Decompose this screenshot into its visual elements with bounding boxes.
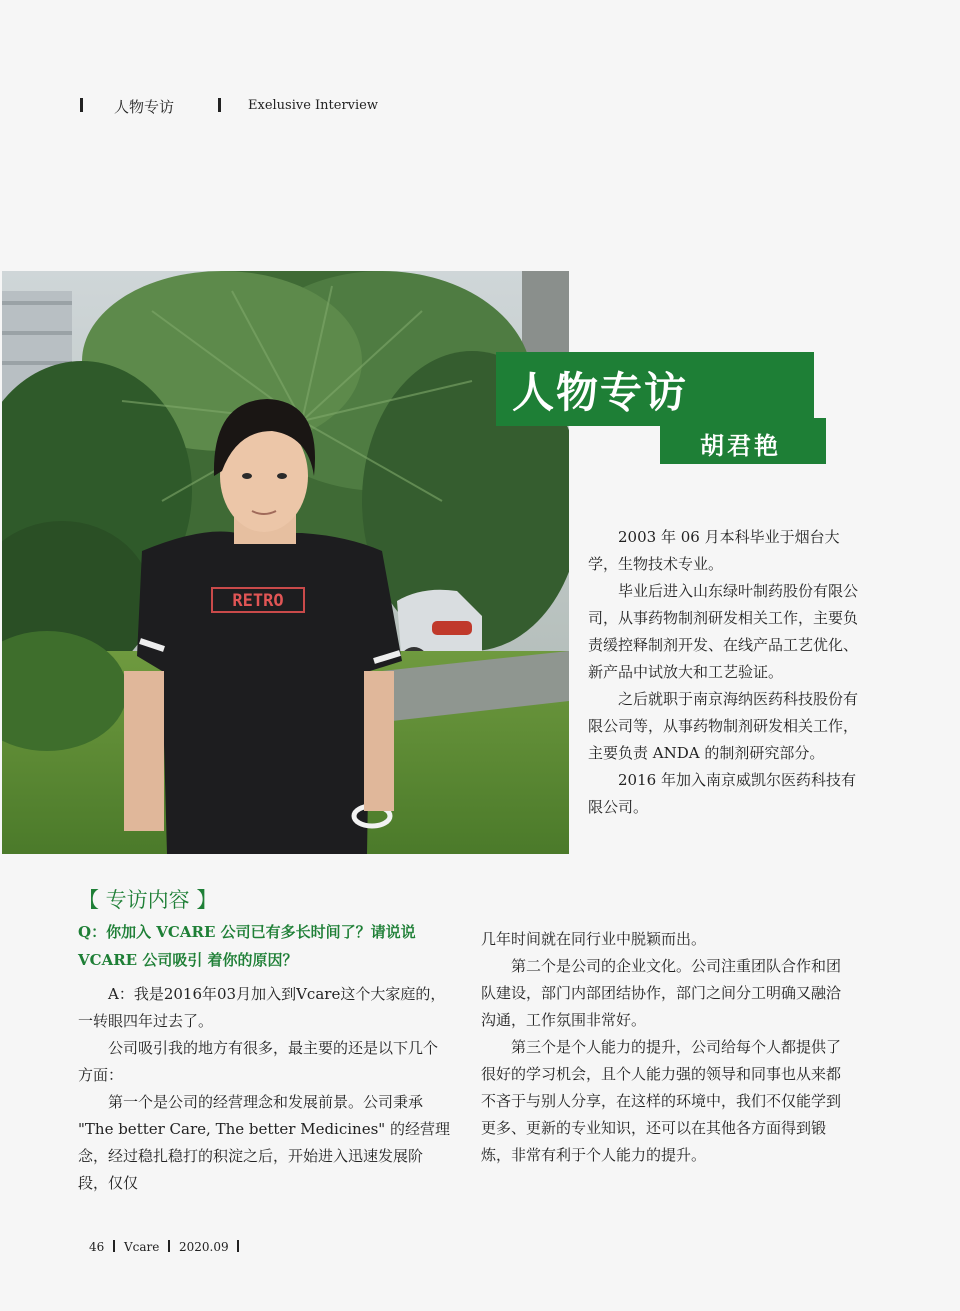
article-paragraph: 第一个是公司的经营理念和发展前景。公司秉承 "The better Care, The better Medicines" 的经营理念，经过稳扎稳打的积淀之后，开始进入迅速发展阶段，仅仅 <box>78 1093 450 1192</box>
article-column-left <box>78 981 450 1197</box>
footer-divider <box>168 1240 170 1252</box>
article-paragraph: A：我是2016年03月加入到Vcare这个大家庭的，一转眼四年过去了。 <box>78 985 446 1030</box>
issue-date: 2020.09 <box>178 1240 229 1254</box>
banner-title-box <box>496 352 814 426</box>
article-paragraph: 公司吸引我的地方有很多，最主要的还是以下几个方面： <box>78 1039 439 1084</box>
bio-paragraph: 毕业后进入山东绿叶制药股份有限公司，从事药物制剂研发相关工作，主要负责缓控释制剂开发、在线产品工艺优化、新产品中试放大和工艺验证。 <box>588 582 859 681</box>
header-section: 人物专访 <box>114 98 175 116</box>
interview-question: Q：你加入 VCARE 公司已有多长时间了？请说说 VCARE 公司吸引 着你的原因？ <box>78 923 416 969</box>
interview-section-title: 【 专访内容 】 <box>78 888 218 912</box>
header-divider <box>218 98 221 112</box>
banner-title: 人物专访 <box>512 368 689 417</box>
bio-paragraph: 2016 年加入南京威凯尔医药科技有限公司。 <box>588 771 856 816</box>
article-column-right <box>481 926 853 1169</box>
bio-paragraph: 2003 年 06 月本科毕业于烟台大学，生物技术专业。 <box>588 528 840 573</box>
page-footer <box>89 1240 244 1254</box>
bio-paragraph: 之后就职于南京海纳医药科技股份有限公司等，从事药物制剂研发相关工作，主要负责 ANDA 的制剂研究部分。 <box>588 690 859 762</box>
interviewee-name: 胡君艳 <box>700 432 781 460</box>
magazine-name: Vcare <box>123 1240 160 1254</box>
page-number: 46 <box>89 1240 105 1254</box>
bio-text <box>588 524 862 821</box>
banner-name-box <box>660 418 826 464</box>
shirt-print: RETRO <box>232 591 284 611</box>
header-divider <box>80 98 83 112</box>
portrait-photo <box>2 271 569 854</box>
footer-divider <box>113 1240 115 1252</box>
article-paragraph: 几年时间就在同行业中脱颖而出。 <box>481 930 707 948</box>
article-paragraph: 第三个是个人能力的提升，公司给每个人都提供了很好的学习机会，且个人能力强的领导和同事也从来都不吝于与别人分享，在这样的环境中，我们不仅能学到更多、更新的专业知识，还可以在其他各方面得到锻炼，非常有利于个人能力的提升。 <box>481 1038 842 1164</box>
header-english: Exelusive Interview <box>248 98 379 113</box>
article-paragraph: 第二个是公司的企业文化。公司注重团队合作和团队建设，部门内部团结协作，部门之间分工明确又融洽沟通，工作氛围非常好。 <box>481 957 842 1029</box>
footer-divider <box>237 1240 239 1252</box>
portrait-illustration <box>2 271 569 854</box>
